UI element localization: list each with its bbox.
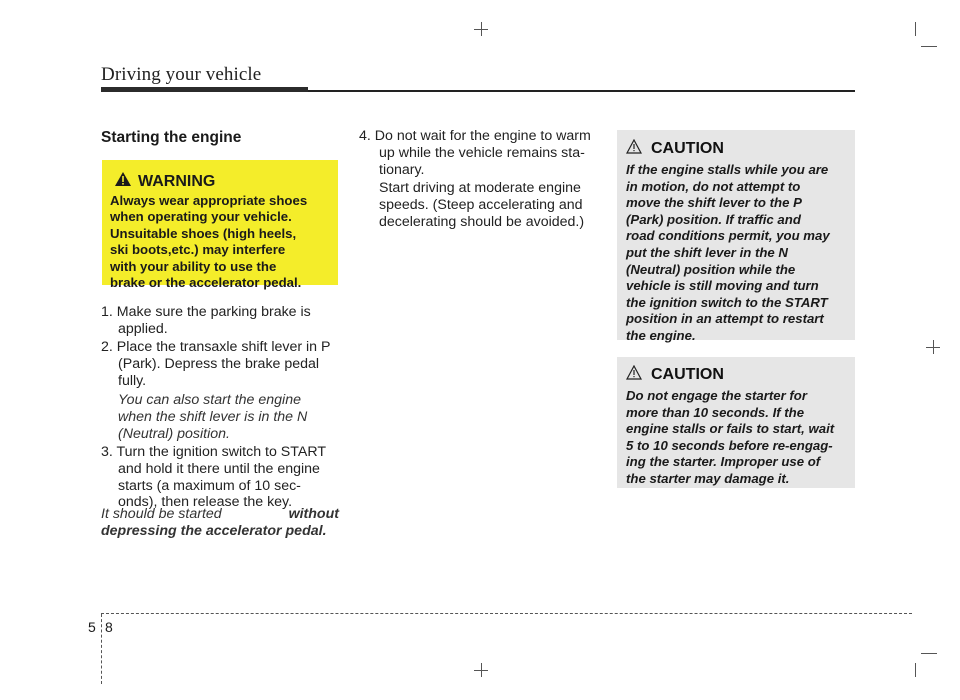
caution-2-line: more than 10 seconds. If the bbox=[626, 404, 805, 420]
step-3-line: starts (a maximum of 10 sec- bbox=[118, 477, 301, 494]
caution-1-line: the ignition switch to the START bbox=[626, 294, 828, 310]
crop-mark-top-center-h bbox=[474, 29, 488, 30]
caution-1-header bbox=[626, 139, 724, 159]
crop-mark-bottom-right-h bbox=[921, 653, 937, 654]
caution-1-line: put the shift lever in the N bbox=[626, 244, 788, 260]
step-2-line: (Park). Depress the brake pedal bbox=[118, 355, 320, 372]
section-heading: Starting the engine bbox=[101, 129, 242, 146]
step-3-note-line: depressing the accelerator pedal. bbox=[101, 522, 327, 539]
step-4-extra-line: speeds. (Steep accelerating and bbox=[379, 196, 583, 213]
page-chapter-number: 5 bbox=[88, 619, 96, 635]
step-3-note-line bbox=[101, 506, 339, 523]
caution-1-line: vehicle is still moving and turn bbox=[626, 278, 819, 294]
footer-divider bbox=[101, 614, 102, 684]
step-2-note-line: (Neutral) position. bbox=[118, 425, 230, 442]
warning-line: Always wear appropriate shoes bbox=[110, 193, 308, 208]
caution-2-title: CAUTION bbox=[651, 366, 724, 383]
step-2-line: 2. Place the transaxle shift lever in P bbox=[101, 339, 331, 355]
step-4-line: 4. Do not wait for the engine to warm bbox=[359, 128, 591, 144]
step-1-line: 1. Make sure the parking brake is bbox=[101, 304, 311, 320]
crop-mark-bottom-center-h bbox=[474, 670, 488, 671]
header-rule-accent bbox=[101, 87, 308, 92]
caution-1-line: move the shift lever to the P bbox=[626, 195, 802, 211]
step-1-line: applied. bbox=[118, 320, 168, 337]
caution-triangle-icon bbox=[626, 365, 642, 385]
warning-text bbox=[110, 193, 332, 291]
step-3-line: and hold it there until the engine bbox=[118, 460, 320, 477]
caution-1-line: in motion, do not attempt to bbox=[626, 178, 801, 194]
step-3 bbox=[101, 444, 339, 511]
caution-2-line: the starter may damage it. bbox=[626, 470, 790, 486]
caution-2-line: 5 to 10 seconds before re-engag- bbox=[626, 437, 833, 453]
warning-line: when operating your vehicle. bbox=[110, 209, 292, 225]
warning-line: with your ability to use the bbox=[110, 258, 277, 274]
caution-1-line: (Park) position. If traffic and bbox=[626, 211, 801, 227]
caution-2-text bbox=[626, 388, 851, 488]
page-number: 8 bbox=[105, 619, 113, 635]
step-4-continued bbox=[379, 180, 601, 230]
crop-mark-top-right-h bbox=[921, 46, 937, 47]
caution-1-text bbox=[626, 162, 851, 345]
step-2 bbox=[101, 339, 339, 389]
step-4 bbox=[359, 128, 601, 178]
step-2-note bbox=[101, 392, 339, 442]
step-2-line: fully. bbox=[118, 372, 147, 389]
footer-rule bbox=[101, 613, 912, 614]
step-4-line: up while the vehicle remains sta- bbox=[379, 144, 585, 161]
running-header-title: Driving your vehicle bbox=[101, 64, 262, 85]
caution-1-line: the engine. bbox=[626, 327, 696, 343]
caution-2-header bbox=[626, 365, 724, 385]
crop-mark-right-middle-h bbox=[926, 347, 940, 348]
caution-1-line: road conditions permit, you may bbox=[626, 228, 830, 244]
step-4-extra-line: Start driving at moderate engine bbox=[379, 180, 581, 196]
warning-line: brake or the accelerator pedal. bbox=[110, 275, 302, 291]
step-3-line: 3. Turn the ignition switch to START bbox=[101, 444, 326, 460]
caution-1-line: (Neutral) position while the bbox=[626, 261, 796, 277]
step-1 bbox=[101, 304, 339, 338]
step-3-note-emphasis: without bbox=[288, 506, 339, 522]
warning-header bbox=[114, 171, 215, 192]
step-3-note bbox=[101, 506, 339, 540]
warning-line: Unsuitable shoes (high heels, bbox=[110, 225, 297, 241]
warning-line: ski boots,etc.) may interfere bbox=[110, 242, 286, 258]
caution-2-line: ing the starter. Improper use of bbox=[626, 454, 821, 470]
step-2-note-line: You can also start the engine bbox=[118, 392, 301, 408]
step-3-line: onds), then release the key. bbox=[118, 494, 293, 511]
caution-2-line: Do not engage the starter for bbox=[626, 388, 807, 403]
caution-1-line: position in an attempt to restart bbox=[626, 311, 824, 327]
crop-mark-bottom-right-v bbox=[915, 663, 916, 677]
step-4-line: tionary. bbox=[379, 161, 425, 178]
crop-mark-top-right-v bbox=[915, 22, 916, 36]
step-4-extra-line: decelerating should be avoided.) bbox=[379, 213, 585, 230]
caution-2-line: engine stalls or fails to start, wait bbox=[626, 421, 835, 437]
warning-triangle-icon bbox=[114, 171, 132, 192]
warning-title: WARNING bbox=[138, 172, 216, 190]
caution-1-title: CAUTION bbox=[651, 140, 724, 157]
caution-triangle-icon bbox=[626, 139, 642, 159]
step-2-note-line: when the shift lever is in the N bbox=[118, 408, 308, 425]
caution-1-line: If the engine stalls while you are bbox=[626, 162, 829, 177]
step-3-note-lead: It should be started bbox=[101, 506, 222, 522]
